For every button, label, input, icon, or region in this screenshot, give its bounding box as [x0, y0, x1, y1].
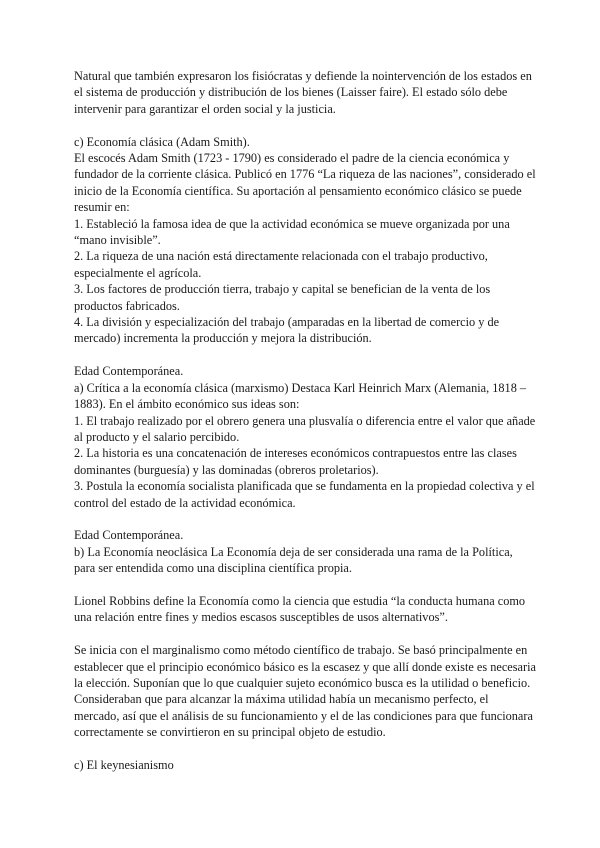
list-item-line: 2. La historia es una concatenación de intereses económicos contrapuestos entre las clases — [74, 446, 517, 461]
section-economia-clasica — [74, 134, 540, 347]
paragraph-gap — [74, 117, 540, 133]
text-line: Lionel Robbins define la Economía como la ciencia que estudia “la conducta humana como — [74, 593, 526, 608]
text-line: intervenir para garantizar el orden social y la justicia. — [74, 101, 336, 116]
text-line: la elección. Suponían que lo que cualquier sujeto económico busca es la utilidad o beneficio. — [74, 675, 531, 690]
list-item-line: 4. La división y especialización del trabajo (amparadas en la libertad de comercio y de — [74, 315, 500, 330]
section-heading: Edad Contemporánea. — [74, 528, 184, 543]
text-line: el sistema de producción y distribución de los bienes (Laisser faire). El estado sólo debe — [74, 85, 508, 100]
list-item-line: 1. Estableció la famosa idea de que la actividad económica se mueve organizada por una — [74, 216, 510, 231]
list-item-line: “mano invisible”. — [74, 233, 161, 248]
list-item-line: 1. El trabajo realizado por el obrero genera una plusvalía o diferencia entre el valor que añade — [74, 413, 536, 428]
list-item-line: 3. Postula la economía socialista planificada que se fundamenta en la propiedad colectiva y el — [74, 479, 535, 494]
list-item-line: dominantes (burguesía) y las dominadas (obreros proletarios). — [74, 462, 379, 477]
section-heading: Edad Contemporánea. — [74, 364, 184, 379]
text-line: una relación entre fines y medios escasos susceptibles de usos alternativos”. — [74, 610, 448, 625]
paragraph-gap — [74, 577, 540, 593]
text-line: resumir en: — [74, 200, 130, 215]
paragraph-gap — [74, 511, 540, 527]
text-line: a) Crítica a la economía clásica (marxismo) Destaca Karl Heinrich Marx (Alemania, 1818 – — [74, 380, 527, 395]
list-item-line: mercado) incrementa la producción y mejora la distribución. — [74, 331, 372, 346]
text-line: Consideraban que para alcanzar la máxima utilidad había un mecanismo perfecto, el — [74, 692, 489, 707]
text-line: Natural que también expresaron los fisiócratas y defiende la nointervención de los estados en — [74, 69, 532, 83]
text-line: para ser entendida como una disciplina científica propia. — [74, 561, 352, 576]
text-line: correctamente se convirtieron en su principal objeto de estudio. — [74, 725, 386, 740]
paragraph-marginalismo — [74, 642, 540, 740]
list-item-line: control del estado de la actividad económica. — [74, 495, 296, 510]
text-line: 1883). En el ámbito económico sus ideas son: — [74, 397, 300, 412]
text-line: inicio de la Economía científica. Su aportación al pensamiento económico clásico se puede — [74, 183, 522, 198]
paragraph-gap — [74, 347, 540, 363]
text-line: establecer que el principio económico básico es la escasez y que allí donde existe es necesaria — [74, 659, 536, 674]
text-line: fundador de la corriente clásica. Publicó en 1776 “La riqueza de las naciones”, considerado el — [74, 167, 536, 182]
section-keynesianismo — [74, 757, 540, 773]
list-item-line: productos fabricados. — [74, 298, 180, 313]
text-line: mercado, así que el análisis de su funcionamiento y el de las condiciones para que funcionara — [74, 708, 533, 723]
text-line: El escocés Adam Smith (1723 - 1790) es considerado el padre de la ciencia económica y — [74, 151, 510, 166]
text-line: b) La Economía neoclásica La Economía deja de ser considerada una rama de la Política, — [74, 544, 513, 559]
paragraph-gap — [74, 741, 540, 757]
section-heading: c) Economía clásica (Adam Smith). — [74, 134, 250, 149]
list-item-line: especialmente el agrícola. — [74, 265, 202, 280]
section-marxismo — [74, 363, 540, 511]
list-item-line: al producto y el salario percibido. — [74, 429, 240, 444]
text-line: Se inicia con el marginalismo como método científico de trabajo. Se basó principalmente en — [74, 643, 528, 658]
paragraph-robbins — [74, 593, 540, 626]
paragraph-gap — [74, 626, 540, 642]
list-item-line: 3. Los factores de producción tierra, trabajo y capital se benefician de la venta de los — [74, 282, 491, 297]
list-item-line: 2. La riqueza de una nación está directamente relacionada con el trabajo productivo, — [74, 249, 488, 264]
section-neoclasica — [74, 527, 540, 576]
section-heading: c) El keynesianismo — [74, 757, 174, 772]
paragraph-fisiocratas — [74, 68, 540, 117]
